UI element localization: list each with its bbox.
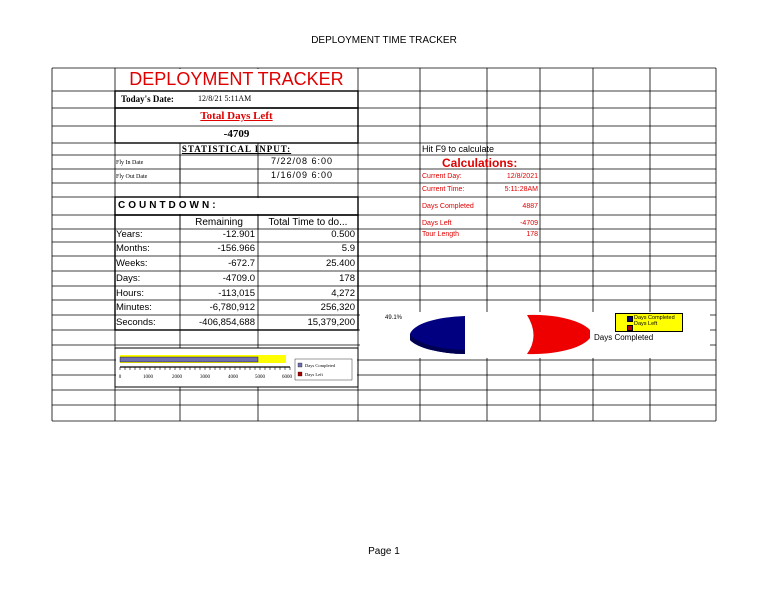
countdown-row-remaining: -672.7 [228,258,255,269]
calc-label: Days Completed [422,203,474,210]
progress-bar-chart [115,348,358,387]
page-header: DEPLOYMENT TIME TRACKER [311,35,457,46]
pie-legend-label: Days Completed [594,333,654,342]
todays-date-label: Today's Date: [121,94,174,104]
countdown-row-label: Weeks: [116,258,148,269]
calc-value: 12/8/2021 [506,173,538,180]
calc-value: -4709 [520,220,538,227]
countdown-row-label: Seconds: [116,317,156,328]
pie-slice-days-left [527,315,590,354]
countdown-row-remaining: -406,854,688 [199,317,255,328]
todays-date-value: 12/8/21 5:11AM [198,94,252,103]
countdown-row-total: 4,272 [331,288,355,299]
page-footer: Page 1 [368,546,400,557]
calc-label: Current Day: [422,173,462,180]
bar-tick-label: 1000 [143,375,153,380]
total-days-left-value: -4709 [223,128,250,140]
calc-value: 4887 [522,203,538,210]
countdown-row-total: 256,320 [320,302,355,313]
countdown-row-remaining: -6,780,912 [209,302,255,313]
countdown-col-total: Total Time to do... [268,217,348,228]
fly-in-value: 7/22/08 6:00 [271,156,334,166]
countdown-row-total: 0.500 [331,229,355,240]
bar-tick-label: 2000 [172,375,182,380]
countdown-row-total: 15,379,200 [307,317,355,328]
days-completed-bar [120,357,258,362]
countdown-row-label: Years: [116,229,143,240]
tracker-title: DEPLOYMENT TRACKER [129,69,344,89]
legend-swatch-icon [627,325,633,331]
fly-in-label: Fly In Date [116,160,144,166]
countdown-row-remaining: -12.901 [222,229,255,240]
bar-tick-label: 3000 [200,375,210,380]
calc-value: 5:11:28AM [504,186,538,193]
total-days-left-label: Total Days Left [200,110,273,122]
legend-swatch-icon [627,316,633,322]
bar-tick-label: 4000 [228,375,238,380]
bar-tick-label: 5000 [255,375,265,380]
calculations-title: Calculations: [442,156,518,170]
countdown-row-remaining: -113,015 [218,288,255,299]
pie-legend-box-text: Days Completed Days Left [634,315,675,328]
calc-label: Current Time: [422,186,465,193]
countdown-row-total: 178 [339,273,355,284]
bar-legend [295,359,352,380]
bar-tick-label: 0 [118,375,122,380]
countdown-row-label: Hours: [116,288,144,299]
fly-out-value: 1/16/09 6:00 [271,170,334,180]
countdown-row-total: 25.400 [325,258,355,269]
countdown-row-total: 5.9 [341,243,355,254]
countdown-row-remaining: -4709.0 [222,273,255,284]
countdown-col-remaining: Remaining [195,217,243,228]
countdown-row-label: Months: [116,243,150,254]
pie-chart [400,310,600,360]
fly-out-label: Fly Out Date [116,174,148,180]
pie-legend-box [615,313,683,332]
countdown-title: COUNTDOWN: [118,200,219,211]
calc-label: Tour Length [422,231,459,238]
countdown-row-label: Days: [116,273,141,284]
countdown-row-label: Minutes: [116,302,152,313]
bar-legend-days-left: Days Left [305,372,323,377]
statistical-input-label: STATISTICAL INPUT: [181,144,292,154]
calculate-hint: Hit F9 to calculate [422,144,495,154]
pie-percent-label: 49.1% [385,315,403,321]
calc-label: Days Left [422,220,452,227]
bar-tick-label: 6000 [282,375,292,380]
countdown-row-remaining: -156.966 [217,243,255,254]
bar-legend-days-completed: Days Completed [305,363,336,368]
calc-value: 178 [526,231,538,238]
